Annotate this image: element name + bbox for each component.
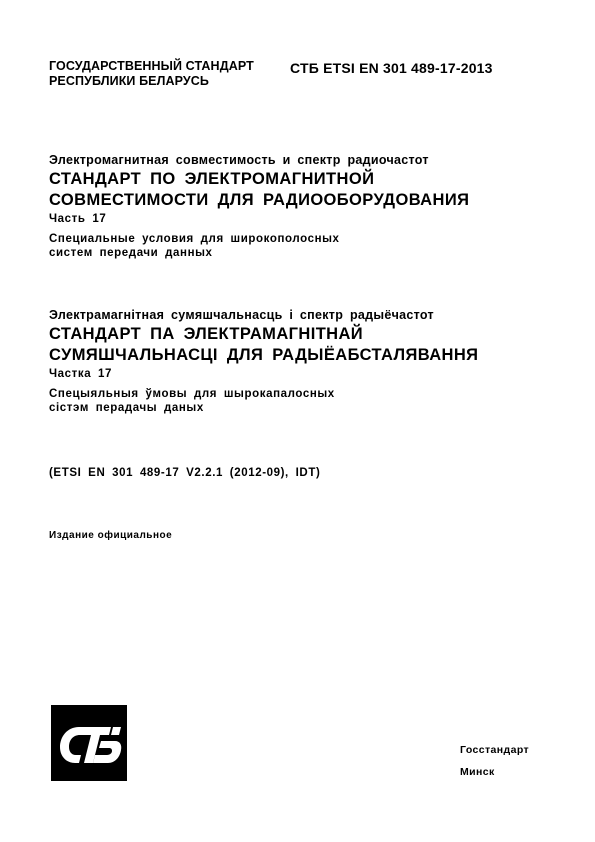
by-title-line-1: СТАНДАРТ ПА ЭЛЕКТРАМАГНІТНАЙ (49, 325, 364, 343)
publisher-name: Госстандарт (460, 744, 530, 756)
ru-block (49, 153, 469, 260)
ru-subtitle: Электромагнитная совместимость и спектр радиочастот (49, 153, 429, 167)
stb-logo-icon (51, 705, 127, 781)
by-desc-line-1: Спецыяльныя ўмовы для шырокапалосных (49, 388, 335, 400)
header-line-2: РЕСПУБЛИКИ БЕЛАРУСЬ (49, 74, 209, 88)
by-subtitle: Электрамагнітная сумяшчальнасць і спектр радыёчастот (49, 308, 434, 322)
by-desc-line-2: сістэм перадачы даных (49, 402, 204, 414)
header-line-1: ГОСУДАРСТВЕННЫЙ СТАНДАРТ (49, 59, 254, 73)
ru-title-line-2: СОВМЕСТИМОСТИ ДЛЯ РАДИООБОРУДОВАНИЯ (49, 191, 470, 209)
by-part: Частка 17 (49, 368, 113, 380)
publisher-city: Минск (460, 766, 495, 778)
ru-part: Часть 17 (49, 213, 107, 225)
stb-logo-graphic (51, 705, 127, 781)
ru-desc-line-2: систем передачи данных (49, 247, 213, 259)
header-left (49, 59, 254, 89)
identity-line: (ETSI EN 301 489-17 V2.2.1 (2012-09), IDT) (49, 467, 321, 479)
ru-desc-line-1: Специальные условия для широкополосных (49, 233, 340, 245)
standard-code: СТБ ETSI EN 301 489-17-2013 (290, 60, 493, 76)
edition-note: Издание официальное (49, 530, 173, 541)
by-title-line-2: СУМЯШЧАЛЬНАСЦІ ДЛЯ РАДЫЁАБСТАЛЯВАННЯ (49, 346, 479, 364)
ru-title-line-1: СТАНДАРТ ПО ЭЛЕКТРОМАГНИТНОЙ (49, 170, 375, 188)
by-block (49, 308, 478, 415)
